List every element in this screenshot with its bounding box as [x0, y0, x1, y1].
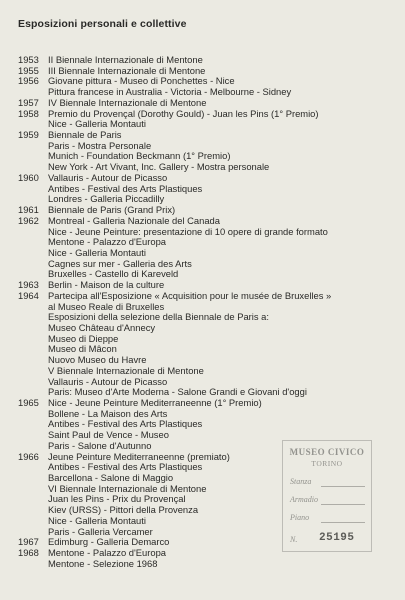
- list-item: [18, 184, 398, 195]
- entry-text: Nice - Galleria Montauti: [48, 119, 146, 130]
- entry-year: 1957: [18, 96, 39, 108]
- entry-year: [18, 323, 48, 334]
- list-item: [18, 87, 398, 98]
- entry-text: Paris - Salone d'Autunno: [48, 440, 152, 451]
- entry-year: 1962: [18, 214, 39, 226]
- list-item: [18, 141, 398, 152]
- entry-text: Berlin - Maison de la culture: [48, 280, 165, 291]
- list-item: [18, 109, 398, 120]
- stamp-field-piano: Piano: [290, 513, 310, 522]
- list-item: [18, 162, 398, 173]
- list-item: [18, 419, 398, 430]
- stamp-number-prefix: N.: [290, 535, 298, 544]
- entry-text: Paris - Galleria Vercamer: [48, 526, 153, 537]
- entry-text: Nice - Galleria Montauti: [48, 247, 146, 258]
- entry-text: Vallauris - Autour de Picasso: [48, 172, 168, 183]
- entry-year: [18, 355, 48, 366]
- list-item: [18, 259, 398, 270]
- list-item: [18, 559, 398, 570]
- entry-text: Bruxelles - Castello di Kareveld: [48, 269, 179, 280]
- entry-year: [18, 366, 48, 377]
- list-item: [18, 291, 398, 302]
- stamp-line: [321, 486, 365, 487]
- entry-year: [18, 184, 48, 195]
- entry-year: 1953: [18, 54, 39, 65]
- entry-text: Antibes - Festival des Arts Plastiques: [48, 419, 203, 430]
- entry-year: [18, 377, 48, 388]
- entry-text: Juan les Pins - Prix du Provençal: [48, 494, 186, 505]
- list-item: [18, 66, 398, 77]
- entry-text: VI Biennale Internazionale di Mentone: [48, 483, 207, 494]
- stamp-inventory-number: 25195: [319, 532, 355, 544]
- list-item: [18, 205, 398, 216]
- entry-text: Partecipa all'Esposizione « Acquisition pour le musée de Bruxelles »: [48, 290, 332, 301]
- list-item: [18, 248, 398, 259]
- entry-text: V Biennale Internazionale di Mentone: [48, 365, 204, 376]
- entry-text: Paris - Mostra Personale: [48, 140, 152, 151]
- list-item: [18, 302, 398, 313]
- entry-year: 1968: [18, 547, 39, 559]
- list-item: [18, 312, 398, 323]
- entry-year: [18, 344, 48, 355]
- entry-text: Esposizioni della selezione della Biennale de Paris a:: [48, 312, 269, 323]
- entry-year: [18, 505, 48, 516]
- stamp-line: [321, 522, 365, 523]
- entry-text: Biennale de Paris: [48, 130, 122, 141]
- list-item: [18, 269, 398, 280]
- entry-text: Cagnes sur mer - Galleria des Arts: [48, 258, 192, 269]
- entry-text: New York - Art Vivant, Inc. Gallery - Mostra personale: [48, 162, 270, 173]
- entry-year: [18, 419, 48, 430]
- entry-text: Kiev (URSS) - Pittori della Provenza: [48, 505, 199, 516]
- list-item: [18, 119, 398, 130]
- entry-text: Mentone - Palazzo d'Europa: [48, 237, 167, 248]
- stamp-field-armadio: Armadio: [290, 495, 318, 504]
- list-item: [18, 355, 398, 366]
- entry-text: al Museo Reale di Bruxelles: [48, 301, 165, 312]
- entry-text: IV Biennale Internazionale di Mentone: [48, 97, 207, 108]
- entry-year: [18, 237, 48, 248]
- entry-year: [18, 259, 48, 270]
- entry-text: Nuovo Museo du Havre: [48, 355, 147, 366]
- entry-year: [18, 441, 48, 452]
- entry-year: 1967: [18, 536, 39, 548]
- entry-text: Paris: Museo d'Arte Moderna - Salone Grandi e Giovani d'oggi: [48, 387, 307, 398]
- entry-text: Barcellona - Salone di Maggio: [48, 473, 174, 484]
- entry-text: Nice - Galleria Montauti: [48, 515, 146, 526]
- list-item: [18, 55, 398, 66]
- list-item: [18, 98, 398, 109]
- entry-year: [18, 494, 48, 505]
- museum-stamp: [282, 440, 372, 552]
- stamp-city: TORINO: [311, 459, 343, 468]
- entry-year: [18, 516, 48, 527]
- list-item: [18, 227, 398, 238]
- entry-year: [18, 559, 48, 570]
- entry-text: Biennale de Paris (Grand Prix): [48, 205, 176, 216]
- list-item: [18, 398, 398, 409]
- list-item: [18, 130, 398, 141]
- entry-text: Museo Château d'Annecy: [48, 322, 156, 333]
- entry-text: Nice - Jeune Peinture Mediterraneenne (1° Premio): [48, 398, 262, 408]
- entry-year: [18, 227, 48, 238]
- entry-year: 1958: [18, 107, 39, 119]
- stamp-line: [321, 504, 365, 505]
- entry-text: Edimburg - Galleria Demarco: [48, 537, 170, 548]
- entry-year: [18, 141, 48, 152]
- list-item: [18, 280, 398, 291]
- entry-text: Museo di Dieppe: [48, 333, 119, 344]
- entry-year: [18, 302, 48, 313]
- entry-year: 1955: [18, 64, 39, 76]
- entry-year: 1964: [18, 289, 39, 301]
- page-title: Esposizioni personali e collettive: [18, 18, 187, 30]
- stamp-museum-name: MUSEO CIVICO: [289, 447, 365, 457]
- entry-year: [18, 248, 48, 259]
- entry-year: 1966: [18, 450, 39, 462]
- entry-text: III Biennale Internazionale di Mentone: [48, 65, 206, 76]
- entry-text: Londres - Galleria Piccadilly: [48, 194, 165, 205]
- list-item: [18, 151, 398, 162]
- entry-year: 1963: [18, 279, 39, 291]
- list-item: [18, 194, 398, 205]
- entry-year: [18, 473, 48, 484]
- entry-text: Montreal - Galleria Nazionale del Canada: [48, 215, 220, 226]
- entry-text: Saint Paul de Vence - Museo: [48, 430, 169, 441]
- entry-text: Jeune Peinture Mediterraneenne (premiato): [48, 451, 230, 462]
- entry-text: Premio du Provençal (Dorothy Gould) - Juan les Pins (1° Premio): [48, 108, 319, 119]
- list-item: [18, 409, 398, 420]
- entry-text: II Biennale Internazionale di Mentone: [48, 55, 203, 65]
- entry-text: Munich - Foundation Beckmann (1° Premio): [48, 151, 231, 162]
- entry-text: Antibes - Festival des Arts Plastiques: [48, 183, 203, 194]
- stamp-field-stanza: Stanza: [290, 477, 312, 486]
- entry-text: Giovane pittura - Museo di Ponchettes - Nice: [48, 76, 235, 87]
- entry-year: [18, 462, 48, 473]
- entry-text: Antibes - Festival des Arts Plastiques: [48, 462, 203, 473]
- list-item: [18, 334, 398, 345]
- entry-text: Nice - Jeune Peinture: presentazione di 10 opere di grande formato: [48, 226, 328, 237]
- entry-year: [18, 312, 48, 323]
- entry-year: [18, 334, 48, 345]
- list-item: [18, 216, 398, 227]
- entry-year: [18, 151, 48, 162]
- list-item: [18, 366, 398, 377]
- list-item: [18, 76, 398, 87]
- entry-text: Museo di Mâcon: [48, 344, 117, 355]
- entry-year: 1961: [18, 204, 39, 216]
- entry-text: Pittura francese in Australia - Victoria - Melbourne - Sidney: [48, 87, 292, 98]
- entry-year: 1965: [18, 397, 39, 408]
- entry-text: Vallauris - Autour de Picasso: [48, 376, 168, 387]
- entry-text: Mentone - Palazzo d'Europa: [48, 548, 167, 559]
- list-item: [18, 173, 398, 184]
- list-item: [18, 237, 398, 248]
- entry-text: Bollene - La Maison des Arts: [48, 408, 168, 419]
- entry-text: Mentone - Selezione 1968: [48, 558, 158, 569]
- list-item: [18, 344, 398, 355]
- entry-year: [18, 484, 48, 495]
- list-item: [18, 323, 398, 334]
- list-item: [18, 387, 398, 398]
- list-item: [18, 377, 398, 388]
- entry-year: 1959: [18, 129, 39, 141]
- entry-year: [18, 430, 48, 441]
- entry-year: 1956: [18, 75, 39, 87]
- entry-year: [18, 409, 48, 420]
- entry-year: 1960: [18, 171, 39, 183]
